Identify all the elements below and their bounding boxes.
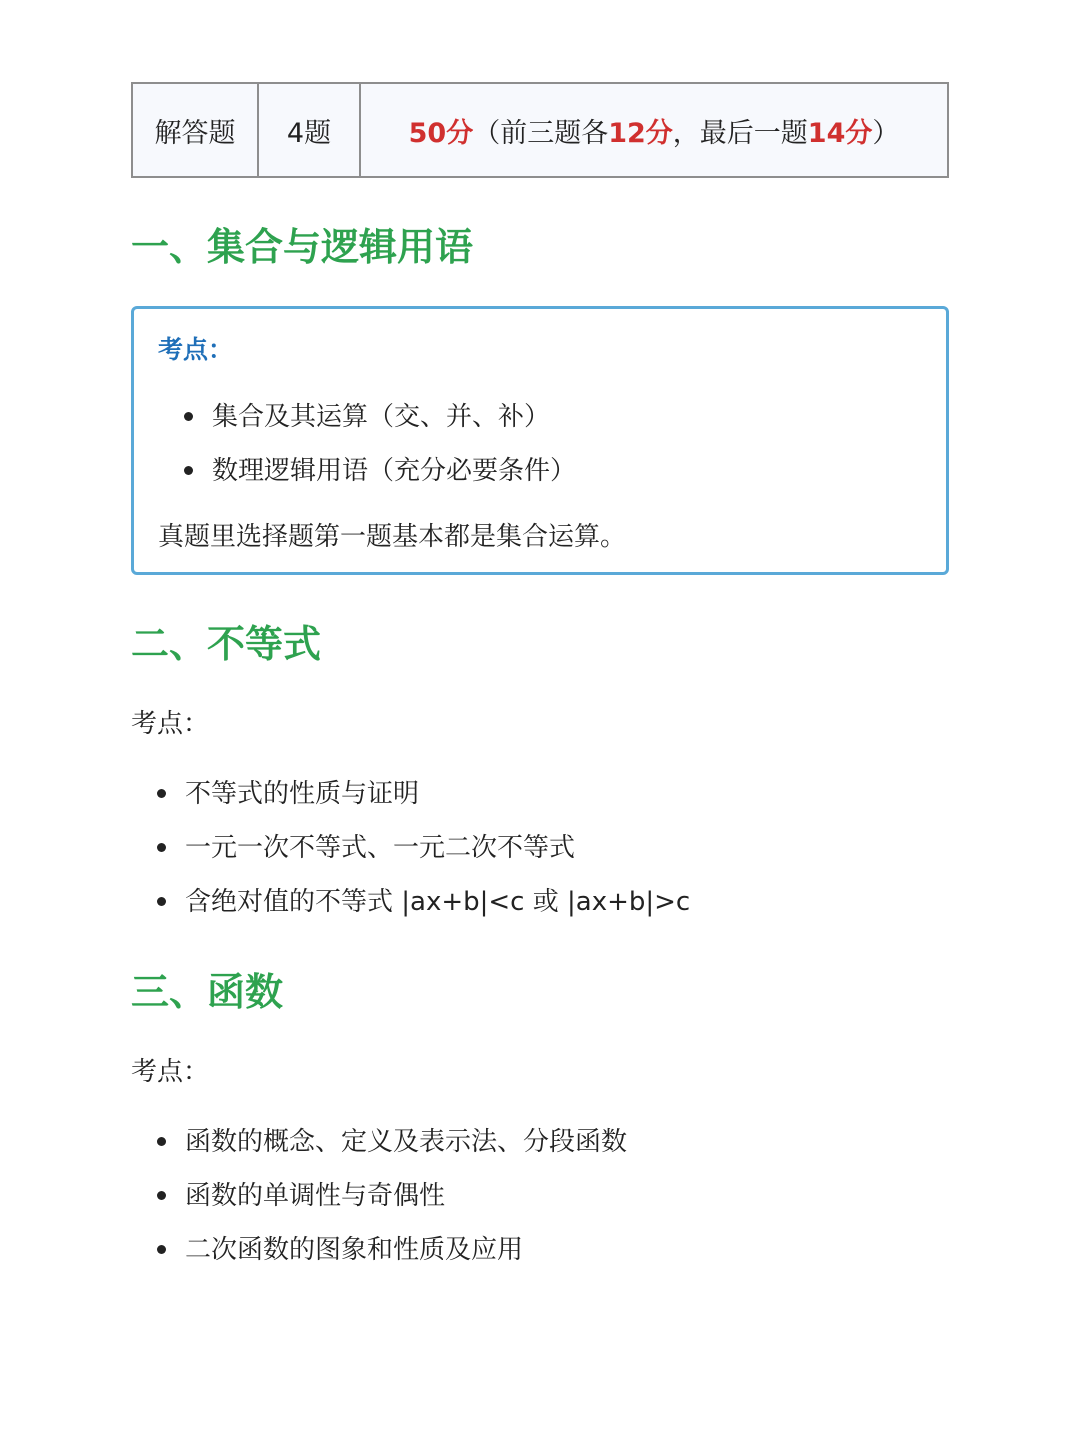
- list-item-text: 函数的单调性与奇偶性: [185, 1181, 446, 1211]
- list-item: [185, 1237, 949, 1263]
- list-item-text: 二次函数的图象和性质及应用: [185, 1235, 524, 1265]
- bullet-icon: [157, 1137, 166, 1146]
- document-page: [131, 82, 949, 1291]
- question-type-cell: 解答题: [132, 83, 258, 177]
- callout-label: 考点：: [158, 335, 234, 364]
- bullet-icon: [157, 789, 166, 798]
- callout-note: 真题里选择题第一题基本都是集合运算。: [158, 522, 627, 552]
- list-item: [185, 889, 949, 915]
- bullet-icon: [157, 897, 166, 906]
- list-item: [185, 781, 949, 807]
- bullet-icon: [157, 1245, 166, 1254]
- list-item: [185, 1183, 949, 1209]
- question-count-cell: 4题: [258, 83, 360, 177]
- bullet-icon: [184, 466, 193, 475]
- key-points-label: 考点：: [131, 709, 210, 739]
- list-item-text: 含绝对值的不等式 |ax+b|<c 或 |ax+b|>c: [185, 887, 691, 917]
- section-inequality: [131, 622, 949, 917]
- bullet-list: [131, 1129, 949, 1263]
- bullet-icon: [157, 843, 166, 852]
- bullet-icon: [157, 1191, 166, 1200]
- score-paren-open: （前三题各: [473, 117, 609, 149]
- list-item-text: 不等式的性质与证明: [185, 779, 420, 809]
- score-cell: [360, 83, 948, 177]
- callout-box: [131, 306, 949, 575]
- section-title-sets-logic: 一、集合与逻辑用语: [131, 225, 474, 269]
- list-item: [212, 458, 922, 484]
- list-item: [212, 404, 922, 430]
- bullet-icon: [184, 412, 193, 421]
- score-paren-close: ）: [872, 117, 900, 149]
- total-score: 50分: [408, 117, 474, 149]
- list-item: [185, 835, 949, 861]
- list-item-text: 集合及其运算（交、并、补）: [212, 402, 551, 432]
- score-mid-text: ，最后一题: [672, 117, 808, 149]
- section-functions: [131, 970, 949, 1265]
- bullet-list: [158, 404, 922, 484]
- score-table: [131, 82, 949, 178]
- section-title-functions: 三、函数: [131, 970, 284, 1014]
- list-item: [185, 1129, 949, 1155]
- score-row: [132, 83, 948, 177]
- list-item-text: 函数的概念、定义及表示法、分段函数: [185, 1127, 628, 1157]
- key-points-label: 考点：: [131, 1057, 210, 1087]
- list-item-text: 一元一次不等式、一元二次不等式: [185, 833, 576, 863]
- section-title-inequality: 二、不等式: [131, 622, 322, 666]
- each-score: 12分: [608, 117, 673, 149]
- last-score: 14分: [807, 117, 873, 149]
- list-item-text: 数理逻辑用语（充分必要条件）: [212, 456, 577, 486]
- bullet-list: [131, 781, 949, 915]
